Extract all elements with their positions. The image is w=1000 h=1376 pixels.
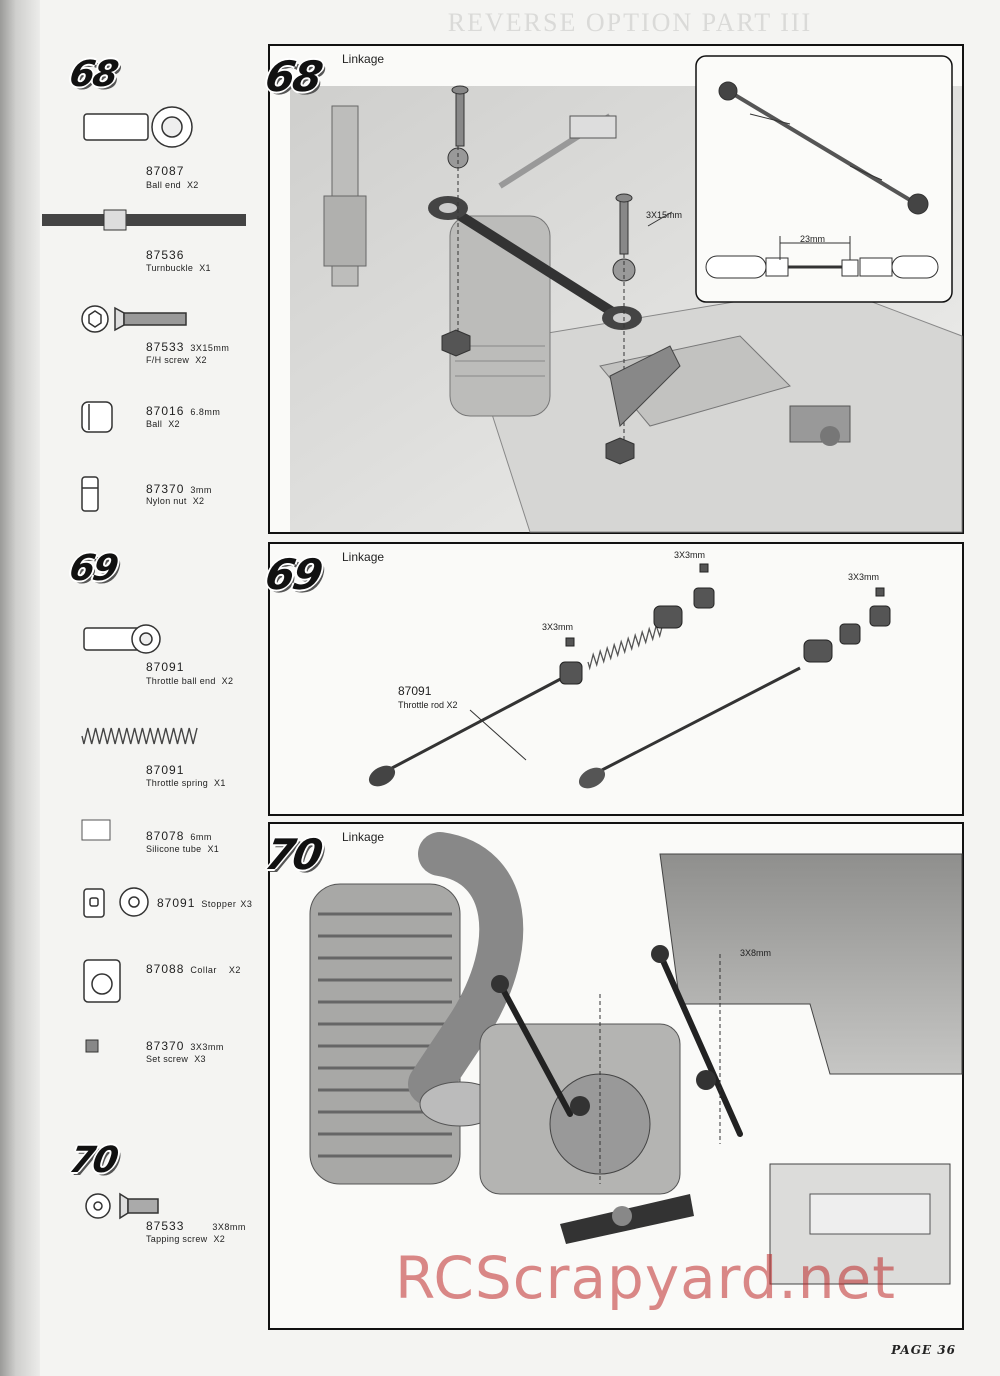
step-69-panel [261,542,964,816]
callout-label: 87091 [398,684,432,698]
part-description: Silicone tube X1 [146,844,220,854]
ball-end-icon [84,107,192,147]
panel-title: Linkage [342,830,385,844]
throttle-ball-end-icon [84,625,160,653]
step-70-panel-badge: 70 [261,830,325,879]
step-68-badge: 68 [66,54,120,95]
part-number: 87536 [146,248,185,262]
step-70-badge: 70 [66,1140,120,1181]
watermark: RCScrapyard.net [395,1244,896,1312]
part-description: Throttle spring X1 [146,778,226,788]
stopper-icon [84,888,148,917]
tapping-screw-icon [86,1194,158,1218]
step-68-panel-badge: 68 [261,52,325,101]
nylon-nut-icon [82,477,98,511]
panel-title: Linkage [342,52,385,66]
part-number: 87078 6mm [146,829,212,843]
step-69-drawing [270,544,962,814]
part-number: 87091 [146,763,185,777]
throttle-spring-icon [82,728,197,744]
callout-label: 3X3mm [674,550,706,560]
turnbuckle-icon [42,210,246,230]
part-description: F/H screw X2 [146,355,207,365]
ball-icon [82,402,112,432]
collar-icon [84,960,120,1002]
part-description: Ball end X2 [146,180,199,190]
callout-label: Throttle rod X2 [398,700,458,710]
set-screw-icon [86,1040,98,1052]
part-number: 87087 [146,164,185,178]
part-number: 87088 Collar X2 [146,962,241,976]
panel-title: Linkage [342,550,385,564]
flat-head-screw-icon [82,306,186,332]
part-description: Nylon nut X2 [146,496,205,506]
spring-drawing [588,622,663,668]
part-number: 87533 3X15mm [146,340,230,354]
callout-label: 3X8mm [740,948,772,958]
part-number: 87091 Stopper X3 [157,896,253,910]
callout-label: 23mm [800,234,826,244]
part-number: 87370 3X3mm [146,1039,224,1053]
part-number: 87016 6.8mm [146,404,221,418]
callout-label: 3X3mm [542,622,574,632]
page-number: PAGE 36 [891,1343,956,1357]
part-description: Ball X2 [146,419,180,429]
callout-label: 3X15mm [646,210,683,220]
header-ghost-title: REVERSE OPTION PART III [447,8,813,37]
part-description: Set screw X3 [146,1054,206,1064]
part-description: Throttle ball end X2 [146,676,234,686]
step-69-badge: 69 [66,548,120,589]
part-number: 87091 [146,660,185,674]
step-69-panel-badge: 69 [261,550,325,599]
step-68-panel [261,44,964,534]
part-number: 87370 3mm [146,482,212,496]
parts-illustrations [0,0,270,1376]
part-description: Tapping screw X2 [146,1234,226,1244]
part-description: Turnbuckle X1 [146,263,211,273]
step-68-drawing [270,46,962,532]
silicone-tube-icon [82,820,110,840]
part-number: 87533 3X8mm [146,1219,246,1233]
callout-label: 3X3mm [848,572,880,582]
